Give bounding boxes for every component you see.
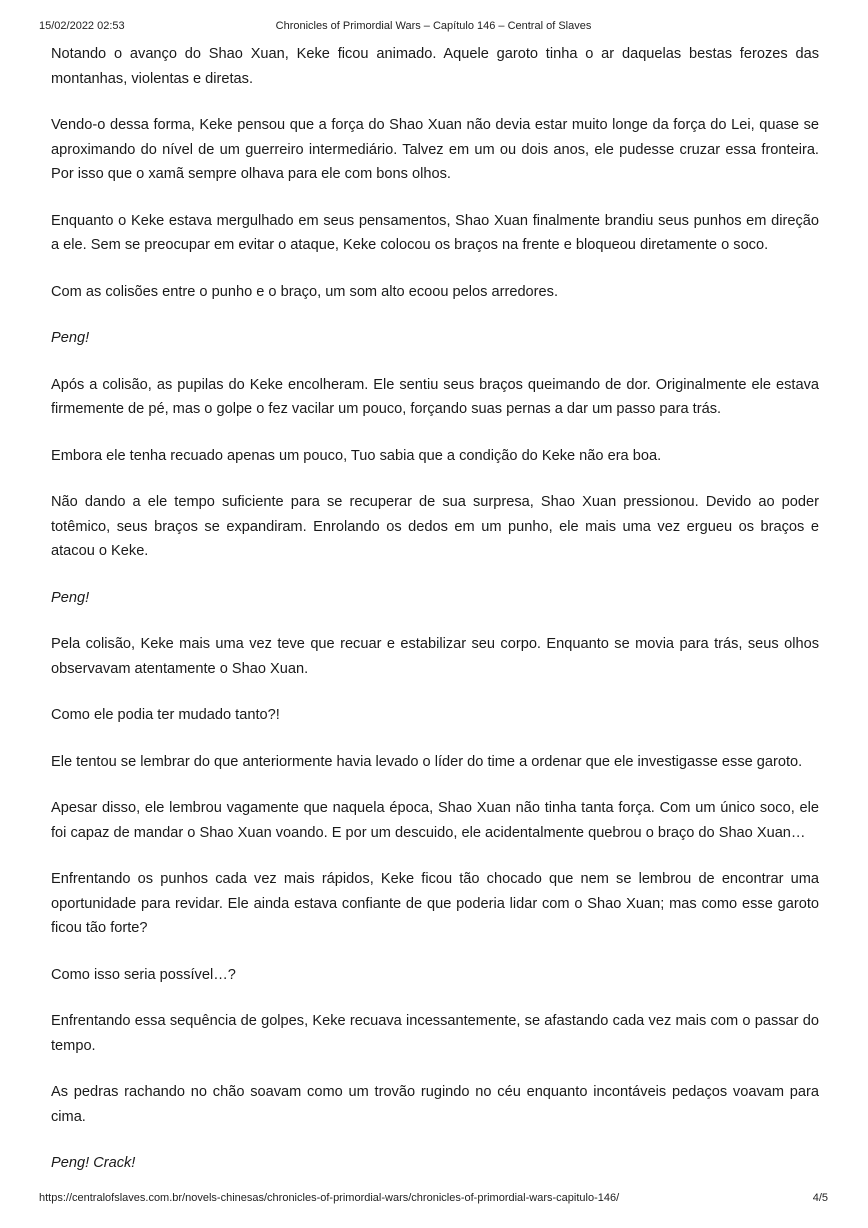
paragraph: Com as colisões entre o punho e o braço, um som alto ecoou pelos arredores. [51, 283, 559, 300]
paragraph: Como ele podia ter mudado tanto?! [51, 707, 280, 723]
paragraph: Enfrentando essa sequência de golpes, Keke recuava incessantemente, se afastando cada vez mais com o passar do tempo. [51, 1013, 819, 1054]
paragraph: Embora ele tenha recuado apenas um pouco, Tuo sabia que a condição do Keke não era boa. [51, 447, 662, 464]
sound-effect: Peng! [51, 589, 90, 606]
paragraph: Como isso seria possível…? [51, 966, 236, 983]
paragraph: Pela colisão, Keke mais uma vez teve que recuar e estabilizar seu corpo. Enquanto se movia para trás, seus olhos observavam atentamente o Shao Xuan. [51, 636, 819, 677]
paragraph: Vendo-o dessa forma, Keke pensou que a força do Shao Xuan não devia estar muito longe da força do Lei, quase se aproximando do nível de um guerreiro intermediário. Talvez em um ou dois anos, ele pudesse cruzar essa fronteira. Por isso que o xamã sempre olhava para ele com bons olhos. [51, 117, 819, 182]
page-title: Chronicles of Primordial Wars – Capítulo 146 – Central of Slaves [275, 20, 592, 32]
page-header [39, 20, 828, 36]
page-number: 4/5 [812, 1192, 828, 1204]
sound-effect: Peng! Crack! [51, 1155, 136, 1171]
paragraph: Notando o avanço do Shao Xuan, Keke ficou animado. Aquele garoto tinha o ar daquelas bestas ferozes das montanhas, violentas e diretas. [51, 46, 819, 87]
print-datetime: 15/02/2022 02:53 [39, 20, 125, 32]
page-footer [39, 1192, 828, 1208]
sound-effect: Peng! [51, 330, 90, 346]
chapter-content [51, 42, 819, 1198]
paragraph: Não dando a ele tempo suficiente para se recuperar de sua surpresa, Shao Xuan pressionou. Devido ao poder totêmico, seus braços se expandiram. Enrolando os dedos em um punho, ele mais uma vez ergueu os braços e atacou o Keke. [51, 494, 819, 559]
paragraph: Apesar disso, ele lembrou vagamente que naquela época, Shao Xuan não tinha tanta força. Com um único soco, ele foi capaz de mandar o Shao Xuan voando. E por um descuido, ele acidentalmente quebrou o braço do Shao Xuan… [51, 800, 819, 841]
paragraph: Ele tentou se lembrar do que anteriormente havia levado o líder do time a ordenar que ele investigasse esse garoto. [51, 753, 803, 770]
source-url: https://centralofslaves.com.br/novels-chinesas/chronicles-of-primordial-wars/chronicles-of-primordial-wars-capitulo-146/ [39, 1192, 620, 1204]
paragraph: Após a colisão, as pupilas do Keke encolheram. Ele sentiu seus braços queimando de dor. Originalmente ele estava firmemente de pé, mas o golpe o fez vacilar um pouco, forçando suas pernas a dar um passo para trás. [51, 376, 819, 417]
paragraph: Enquanto o Keke estava mergulhado em seus pensamentos, Shao Xuan finalmente brandiu seus punhos em direção a ele. Sem se preocupar em evitar o ataque, Keke colocou os braços na frente e bloqueou diretamente o soco. [51, 212, 819, 253]
paragraph: Enfrentando os punhos cada vez mais rápidos, Keke ficou tão chocado que nem se lembrou de encontrar uma oportunidade para revidar. Ele ainda estava confiante de que poderia lidar com o Shao Xuan; mas como esse garoto ficou tão forte? [51, 871, 819, 936]
paragraph: As pedras rachando no chão soavam como um trovão rugindo no céu enquanto incontáveis pedaços voavam para cima. [51, 1084, 819, 1125]
